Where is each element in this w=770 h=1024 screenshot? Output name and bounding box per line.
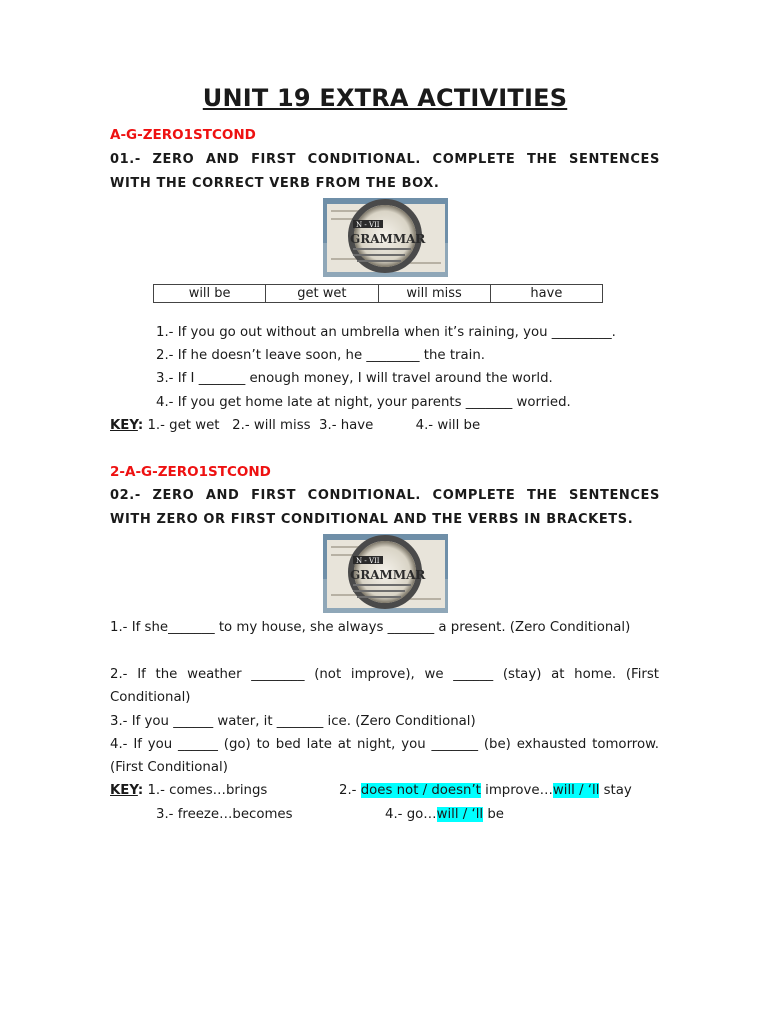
sentence: 4.- If you get home late at night, your parents _______ worried. xyxy=(156,395,571,410)
word-box-item: have xyxy=(530,286,563,301)
answer-key xyxy=(110,417,480,435)
instruction xyxy=(110,148,660,195)
sentence: 2.- If the weather ________ (not improve), we ______ (stay) at home. (First Conditional) xyxy=(110,667,659,706)
key-answers: 1.- get wet 2.- will miss 3.- have 4.- will be xyxy=(147,418,481,433)
answer-key-2 xyxy=(339,782,632,800)
word-box xyxy=(153,284,603,303)
sentence: 1.- If she_______ to my house, she always _______ a present. (Zero Conditional) xyxy=(110,620,631,635)
answer-key xyxy=(110,782,267,800)
word-box-item: get wet xyxy=(266,285,378,302)
key-answer: stay xyxy=(599,783,632,798)
instruction-line: 01.- ZERO AND FIRST CONDITIONAL. COMPLETE THE SENTENCES xyxy=(110,152,660,167)
svg-text:N - VII: N - VII xyxy=(356,221,380,229)
grammar-image xyxy=(323,198,448,277)
activity-code: 2-A-G-ZERO1STCOND xyxy=(110,464,271,480)
page-title: UNIT 19 EXTRA ACTIVITIES xyxy=(202,84,568,112)
key-colon: : xyxy=(137,783,144,798)
key-colon: : xyxy=(137,418,144,433)
svg-text:GRAMMAR: GRAMMAR xyxy=(350,568,426,582)
sentence: 3.- If I _______ enough money, I will travel around the world. xyxy=(156,371,553,386)
key-answer: 3.- freeze…becomes xyxy=(156,807,293,822)
key-answer: 4.- go… xyxy=(385,807,437,822)
grammar-image xyxy=(323,534,448,613)
key-answer: improve… xyxy=(480,783,553,798)
key-answer: 2.- xyxy=(339,783,361,798)
sentence: 2.- If he doesn’t leave soon, he ________ the train. xyxy=(156,348,486,363)
instruction-line: WITH THE CORRECT VERB FROM THE BOX. xyxy=(110,175,440,191)
key-label: KEY xyxy=(110,418,138,433)
sentence: 3.- If you ______ water, it _______ ice. (Zero Conditional) xyxy=(110,714,476,729)
sentence: 1.- If you go out without an umbrella when it’s raining, you _________. xyxy=(156,325,616,340)
highlighted-answer: does not / doesn’t xyxy=(360,783,481,798)
answer-key-4 xyxy=(385,806,504,824)
svg-text:GRAMMAR: GRAMMAR xyxy=(350,232,426,246)
highlighted-answer: will / ‘ll xyxy=(552,783,600,798)
word-box-item: will be xyxy=(154,285,266,302)
key-answer: be xyxy=(483,807,504,822)
sentence: 4.- If you ______ (go) to bed late at night, you _______ (be) exhausted tomorrow. (First Conditional) xyxy=(110,737,659,776)
activity-code: A-G-ZERO1STCOND xyxy=(110,127,256,143)
instruction-line: 02.- ZERO AND FIRST CONDITIONAL. COMPLETE THE SENTENCES xyxy=(110,488,660,503)
word-box-item: will miss xyxy=(379,285,491,302)
instruction-line: WITH ZERO OR FIRST CONDITIONAL AND THE VERBS IN BRACKETS. xyxy=(110,511,634,527)
key-label: KEY xyxy=(110,783,138,798)
key-answer: 1.- comes…brings xyxy=(147,783,268,798)
highlighted-answer: will / ‘ll xyxy=(436,807,484,822)
instruction xyxy=(110,484,660,531)
svg-text:N - VII: N - VII xyxy=(356,557,380,565)
